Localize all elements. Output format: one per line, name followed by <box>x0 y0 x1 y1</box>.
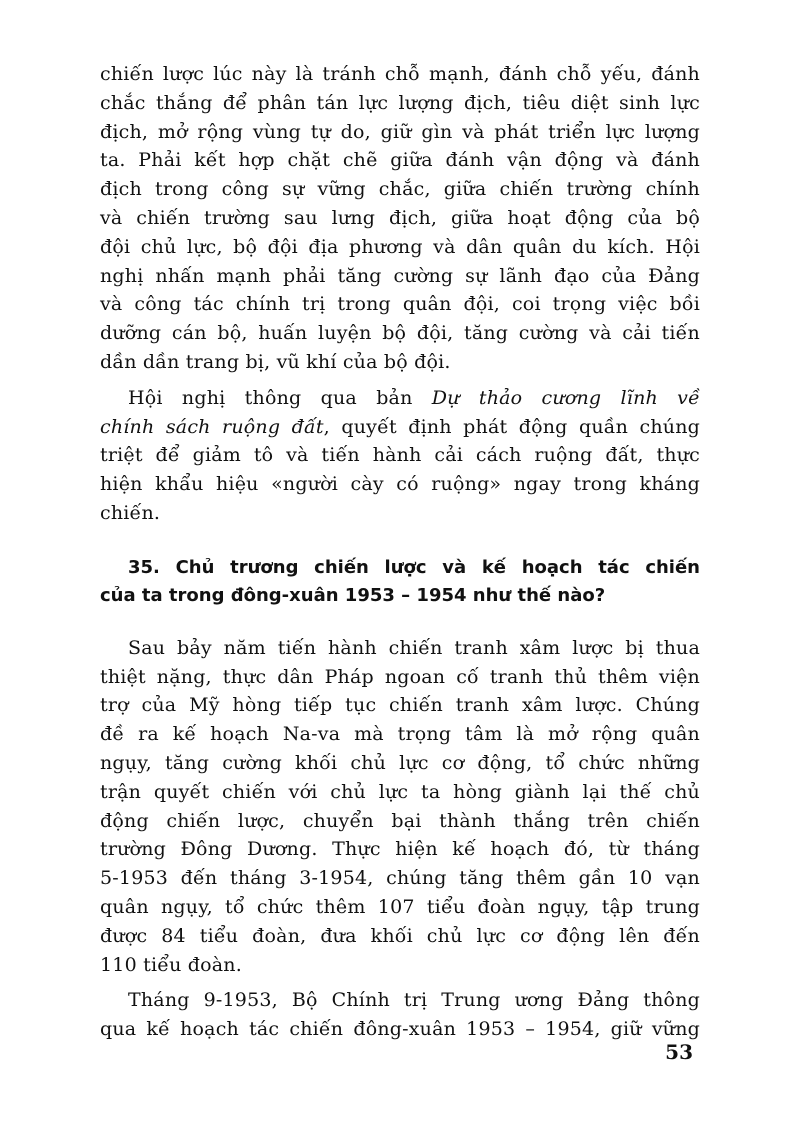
document-title-italic: chính sách ruộng đất <box>100 415 324 438</box>
text-line: trường Đông Dương. Thực hiện kế hoạch đó, từ tháng <box>100 838 700 861</box>
question-heading <box>100 554 700 610</box>
text-line: địch trong công sự vững chắc, giữa chiến trường chính <box>100 178 700 201</box>
text-line: thiệt nặng, thực dân Pháp ngoan cố tranh thủ thêm viện <box>100 665 700 688</box>
text-line: được 84 tiểu đoàn, đưa khối chủ lực cơ động lên đến <box>100 924 700 947</box>
paragraph-land-policy <box>100 384 700 528</box>
text-line: động chiến lược, chuyển bại thành thắng trên chiến <box>100 809 700 832</box>
question-line: của ta trong đông-xuân 1953 – 1954 như thế nào? <box>100 584 606 606</box>
paragraph-strategy <box>100 60 700 377</box>
document-title-italic: Dự thảo cương lĩnh về <box>431 386 700 409</box>
text-line: đội chủ lực, bộ đội địa phương và dân quân du kích. Hội <box>100 235 700 258</box>
text-line: địch, mở rộng vùng tự do, giữ gìn và phát triển lực lượng <box>100 120 700 143</box>
text-line <box>100 413 700 442</box>
page-body <box>100 60 700 1044</box>
text-line: chiến. <box>100 501 161 524</box>
page-number: 53 <box>665 1040 693 1064</box>
paragraph-navarre-plan <box>100 634 700 980</box>
text-line: Sau bảy năm tiến hành chiến tranh xâm lược bị thua <box>128 636 700 659</box>
text-line: trận quyết chiến với chủ lực ta hòng giành lại thế chủ <box>100 780 700 803</box>
text-line: 5-1953 đến tháng 3-1954, chúng tăng thêm gần 10 vạn <box>100 867 700 890</box>
question-line: 35. Chủ trương chiến lược và kế hoạch tác chiến <box>128 556 700 578</box>
text-line: đề ra kế hoạch Na-va mà trọng tâm là mở rộng quân <box>100 723 700 746</box>
text-run: , quyết định phát động quần chúng <box>323 415 700 438</box>
text-line <box>100 384 700 413</box>
text-run: Hội nghị thông qua bản <box>128 386 432 409</box>
text-line: nghị nhấn mạnh phải tăng cường sự lãnh đạo của Đảng <box>100 264 700 287</box>
text-line: qua kế hoạch tác chiến đông-xuân 1953 – 1954, giữ vững <box>100 1018 700 1041</box>
text-line: chiến lược lúc này là tránh chỗ mạnh, đánh chỗ yếu, đánh <box>100 63 700 85</box>
text-line: hiện khẩu hiệu «người cày có ruộng» ngay trong kháng <box>100 473 700 496</box>
text-line: ta. Phải kết hợp chặt chẽ giữa đánh vận động và đánh <box>100 149 700 172</box>
text-line: Tháng 9-1953, Bộ Chính trị Trung ương Đảng thông <box>128 989 700 1012</box>
text-line: và công tác chính trị trong quân đội, coi trọng việc bồi <box>100 293 700 316</box>
text-line: ngụy, tăng cường khối chủ lực cơ động, tổ chức những <box>100 751 700 774</box>
text-line: quân ngụy, tổ chức thêm 107 tiểu đoàn ngụy, tập trung <box>100 895 700 918</box>
text-line: và chiến trường sau lưng địch, giữa hoạt động của bộ <box>100 206 700 229</box>
paragraph-politburo <box>100 986 700 1044</box>
text-line: chắc thắng để phân tán lực lượng địch, tiêu diệt sinh lực <box>100 91 700 114</box>
text-line: 110 tiểu đoàn. <box>100 953 242 976</box>
text-line: dần dần trang bị, vũ khí của bộ đội. <box>100 350 451 373</box>
text-line: dưỡng cán bộ, huấn luyện bộ đội, tăng cường và cải tiến <box>100 322 700 345</box>
text-line: triệt để giảm tô và tiến hành cải cách ruộng đất, thực <box>100 444 700 467</box>
text-line: trợ của Mỹ hòng tiếp tục chiến tranh xâm lược. Chúng <box>100 694 700 717</box>
